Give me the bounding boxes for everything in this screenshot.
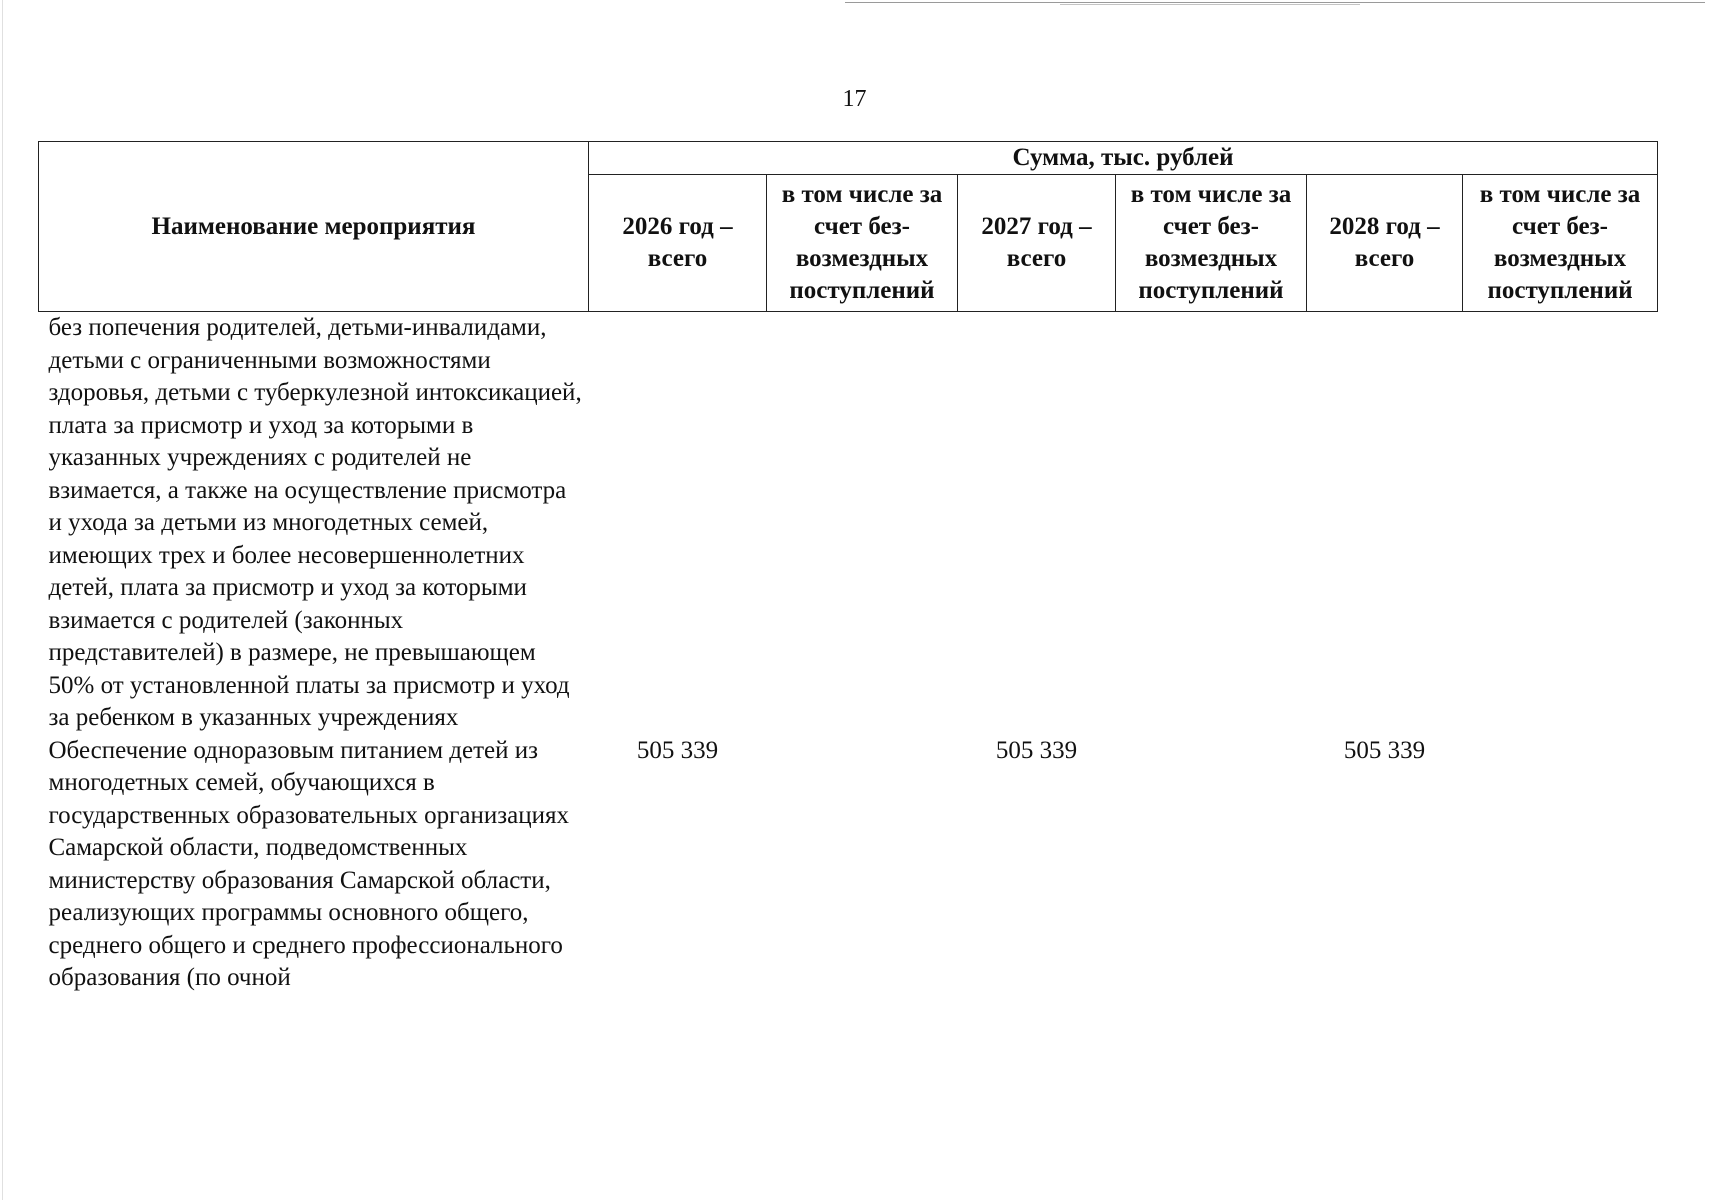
table-body <box>39 312 1658 995</box>
row-name: Обеспечение одноразовым питанием детей из многодетных семей, обучающихся в государственных образовательных организациях Самарской области, подведомственных министерству образования Самарской области, реализующих программы основного общего, среднего общего и среднего профессионального образования (по очной <box>48 736 569 991</box>
value-2026-total <box>589 312 767 735</box>
header-2026-total: 2026 год – всего <box>589 175 767 312</box>
value-2027-gratuitous <box>1116 735 1307 995</box>
table-header <box>39 142 1658 312</box>
value-2027-total <box>958 312 1116 735</box>
scan-top-rule <box>845 2 1705 3</box>
value-2027-total: 505 339 <box>995 736 1078 764</box>
header-2027-total: 2027 год – всего <box>958 175 1116 312</box>
value-2028-total: 505 339 <box>1343 736 1426 764</box>
scan-top-rule-secondary <box>1060 4 1360 5</box>
page-number: 17 <box>842 86 867 112</box>
value-2026-gratuitous <box>767 312 958 735</box>
value-2026-total: 505 339 <box>636 736 719 764</box>
header-sum: Сумма, тыс. рублей <box>589 142 1658 175</box>
budget-table <box>38 141 1658 995</box>
header-row-top <box>39 142 1658 175</box>
header-2028-total: 2028 год – всего <box>1307 175 1463 312</box>
table-row <box>39 735 1658 995</box>
row-name-cell <box>39 735 589 995</box>
row-name-cell <box>39 312 589 735</box>
value-2028-gratuitous <box>1463 312 1658 735</box>
table-row <box>39 312 1658 735</box>
header-2028-gratuitous: в том числе за счет без-возмездных поступлений <box>1463 175 1658 312</box>
value-2028-gratuitous <box>1463 735 1658 995</box>
header-name-column: Наименование мероприятия <box>39 142 589 312</box>
header-2027-gratuitous: в том числе за счет без-возмездных поступлений <box>1116 175 1307 312</box>
value-2027-gratuitous <box>1116 312 1307 735</box>
header-2026-gratuitous: в том числе за счет без-возмездных поступлений <box>767 175 958 312</box>
row-name: без попечения родителей, детьми-инвалидами, детьми с ограниченными возможностями здоровья, детьми с туберкулезной интоксикацией, плата за присмотр и уход за которыми в указанных учреждениях с родителей не взимается, а также на осуществление присмотра и ухода за детьми из многодетных семей, имеющих трех и более несовершеннолетних детей, плата за присмотр и уход за которыми взимается с родителей (законных представителей) в размере, не превышающем 50% от установленной платы за присмотр и уход за ребенком в указанных учреждениях <box>48 314 582 731</box>
value-2028-total <box>1307 312 1463 735</box>
scan-left-edge <box>2 0 3 1200</box>
value-2026-gratuitous <box>767 735 958 995</box>
